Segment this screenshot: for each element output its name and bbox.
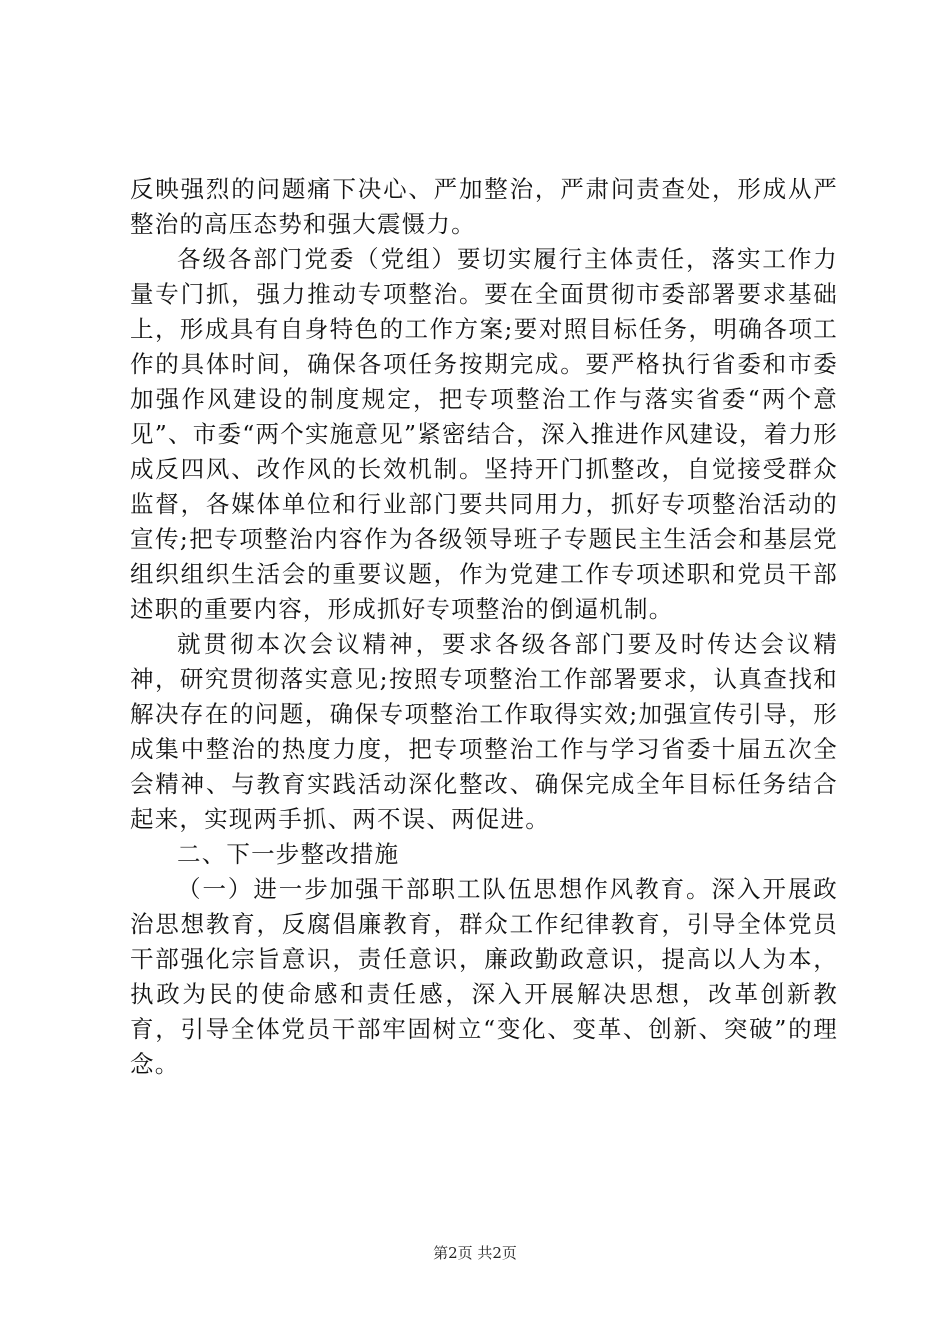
paragraph-measure-one: （一）进一步加强干部职工队伍思想作风教育。深入开展政治思想教育，反腐倡廉教育，群众工作纪律教育，引导全体党员干部强化宗旨意识，责任意识，廉政勤政意识，提高以人为本，执政为民的使命感和责任感，深入开展解决思想，改革创新教育，引导全体党员干部牢固树立“变化、变革、创新、突破”的理念。 (130, 875, 838, 1078)
page-number-footer: 第2页 共2页 (433, 1244, 517, 1262)
section-heading-next-steps: 二、下一步整改措施 (177, 840, 400, 868)
paragraph-meeting-spirit: 就贯彻本次会议精神，要求各级各部门要及时传达会议精神，研究贯彻落实意见;按照专项整治工作部署要求，认真查找和解决存在的问题，确保专项整治工作取得实效;加强宣传引导，形成集中整治的热度力度，把专项整治工作与学习省委十届五次全会精神、与教育实践活动深化整改、确保完成全年目标任务结合起来，实现两手抓、两不误、两促进。 (130, 630, 838, 833)
paragraph-continuation: 反映强烈的问题痛下决心、严加整治，严肃问责查处，形成从严整治的高压态势和强大震慑力。 (130, 175, 838, 238)
paragraph-responsibility: 各级各部门党委（党组）要切实履行主体责任，落实工作力量专门抓，强力推动专项整治。要在全面贯彻市委部署要求基础上，形成具有自身特色的工作方案;要对照目标任务，明确各项工作的具体时间，确保各项任务按期完成。要严格执行省委和市委加强作风建设的制度规定，把专项整治工作与落实省委“两个意见”、市委“两个实施意见”紧密结合，深入推进作风建设，着力形成反四风、改作风的长效机制。坚持开门抓整改，自觉接受群众监督，各媒体单位和行业部门要共同用力，抓好专项整治活动的宣传;把专项整治内容作为各级领导班子专题民主生活会和基层党组织组织生活会的重要议题，作为党建工作专项述职和党员干部述职的重要内容，形成抓好专项整治的倒逼机制。 (130, 245, 838, 623)
document-body (130, 172, 838, 1082)
